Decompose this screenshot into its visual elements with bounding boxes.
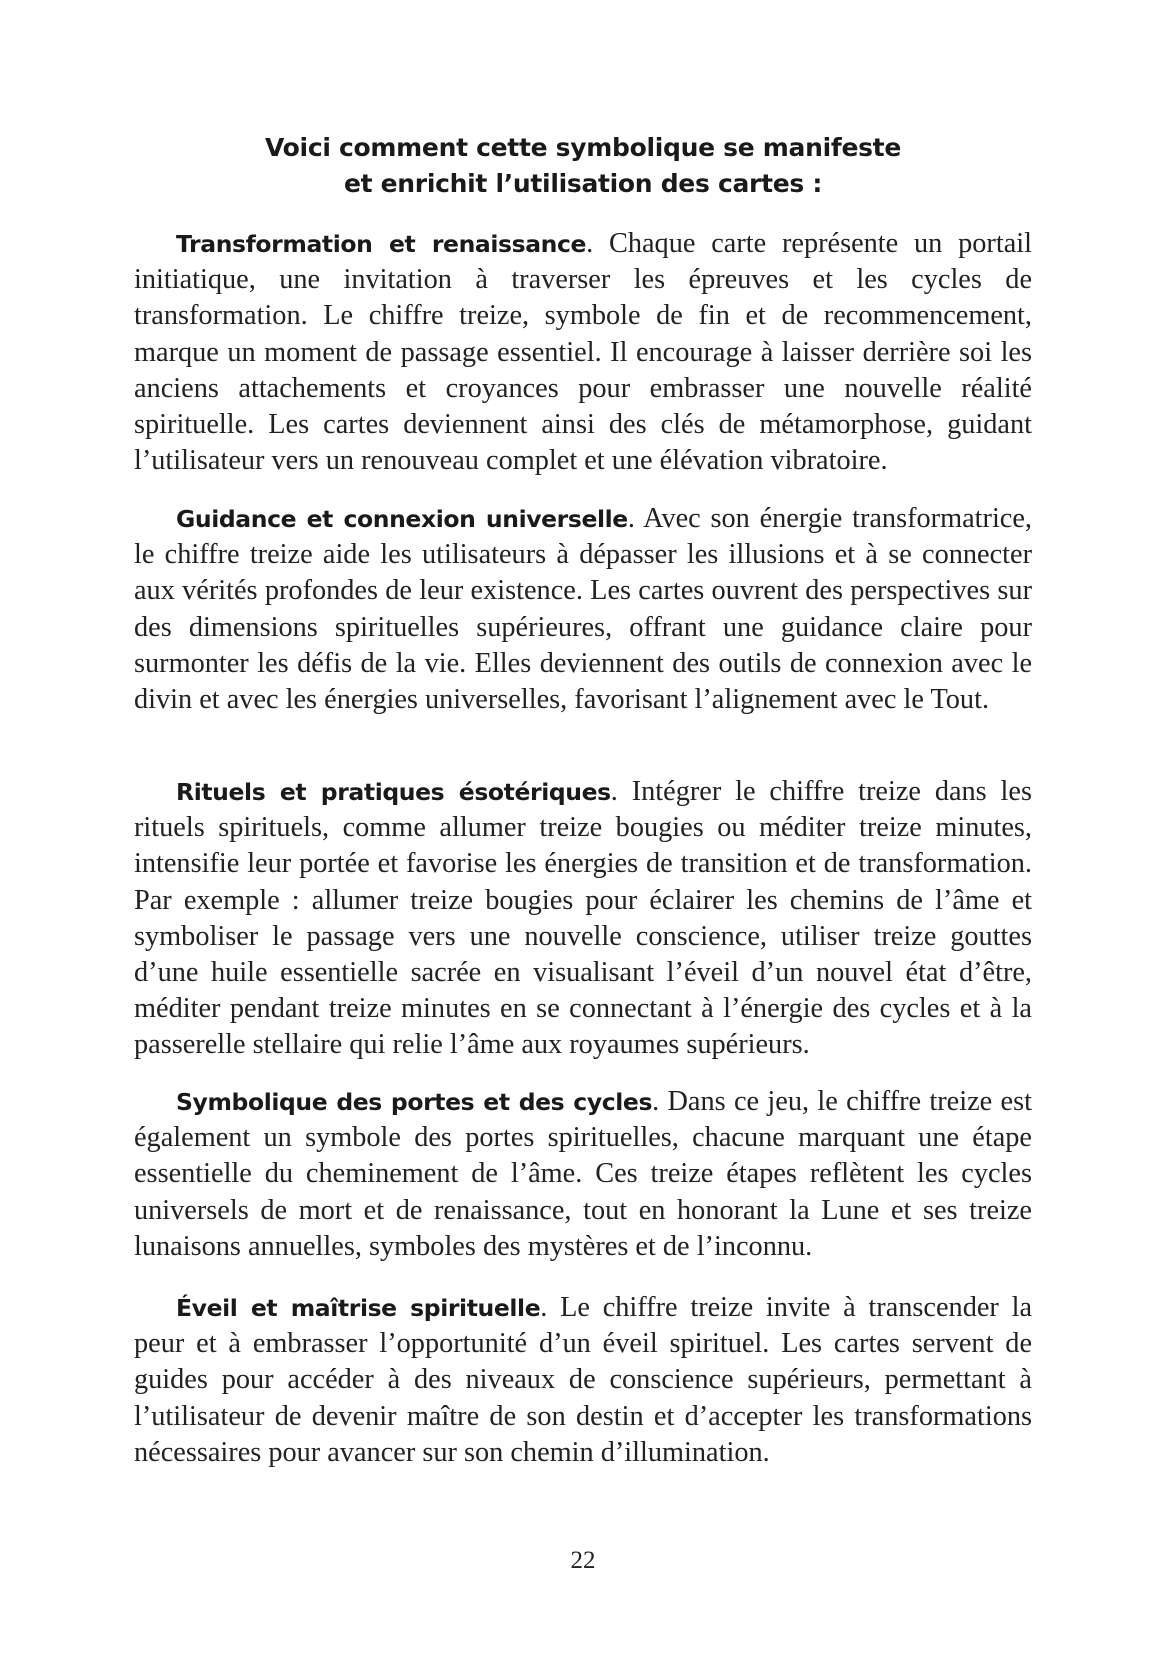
paragraph-5: Éveil et maîtrise spirituelle. Le chiffre treize invite à transcender la peur et à embrasser l’opportunité d’un éveil spirituel. Les cartes servent de guides pour accéder à des niveaux de conscience supérieurs, permettant à l’utilisateur de devenir maître de son destin et d’accepter les transformations nécessaires pour avancer sur son chemin d’illumination.	[134, 1292, 1033, 1468]
page-number: 22	[570, 1547, 596, 1574]
paragraph-text: Avec son énergie transformatrice, le chiffre treize aide les utilisateurs à dépasser les illusions et à se connecter aux vérités profondes de leur existence. Les cartes ouvrent des perspectives sur des dimensions spirituelles supérieures, offrant une guidance claire pour surmonter les défis de la vie. Elles deviennent des outils de connexion avec le divin et avec les énergies universelles, favorisant l’alignement avec le Tout.	[134, 503, 1032, 716]
paragraph-text: Intégrer le chiffre treize dans les rituels spirituels, comme allumer treize bougies ou méditer treize minutes, intensifie leur portée et favorise les énergies de transition et de transformation. Par exemple : allumer treize bougies pour éclairer les chemins de l’âme et symboliser le passage vers une nouvelle conscience, utiliser treize gouttes d’une huile essentielle sacrée en visualisant l’éveil d’un nouvel état d’être, méditer pendant treize minutes en se connectant à l’énergie des cycles et à la passerelle stellaire qui relie l’âme aux royaumes supérieurs.	[134, 776, 1032, 1061]
paragraph-3: Rituels et pratiques ésotériques. Intégrer le chiffre treize dans les rituels spirituels, comme allumer treize bougies ou méditer treize minutes, intensifie leur portée et favorise les énergies de transition et de transformation. Par exemple : allumer treize bougies pour éclairer les chemins de l’âme et symboliser le passage vers une nouvelle conscience, utiliser treize gouttes d’une huile essentielle sacrée en visualisant l’éveil d’un nouvel état d’être, méditer pendant treize minutes en se connectant à l’énergie des cycles et à la passerelle stellaire qui relie l’âme aux royaumes supérieurs.	[134, 776, 1032, 1061]
paragraph-title: Transformation et renaissance	[176, 230, 587, 258]
paragraph-1: Transformation et renaissance. Chaque carte représente un portail initiatique, une invitation à traverser les épreuves et les cycles de transformation. Le chiffre treize, symbole de fin et de recommencement, marque un moment de passage essentiel. Il encourage à laisser derrière soi les anciens attachements et croyances pour embrasser une nouvelle réalité spirituelle. Les cartes deviennent ainsi des clés de métamorphose, guidant l’utilisateur vers un renouveau complet et une élévation vibratoire.	[134, 228, 1032, 477]
paragraph-text: Dans ce jeu, le chiffre treize est également un symbole des portes spirituelles, chacune marquant une étape essentielle du cheminement de l’âme. Ces treize étapes reflètent les cycles universels de mort et de renaissance, tout en honorant la Lune et ses treize lunaisons annuelles, symboles des mystères et de l’inconnu.	[134, 1086, 1032, 1262]
paragraph-text: Chaque carte représente un portail initiatique, une invitation à traverser les épreuves et les cycles de transformation. Le chiffre treize, symbole de fin et de recommencement, marque un moment de passage essentiel. Il encourage à laisser derrière soi les anciens attachements et croyances pour embrasser une nouvelle réalité spirituelle. Les cartes deviennent ainsi des clés de métamorphose, guidant l’utilisateur vers un renouveau complet et une élévation vibratoire.	[134, 228, 1032, 477]
paragraph-title: Rituels et pratiques ésotériques	[176, 778, 611, 806]
section-heading	[0, 130, 1166, 202]
paragraph-title: Symbolique des portes et des cycles	[176, 1088, 653, 1116]
paragraph-title: Éveil et maîtrise spirituelle	[176, 1294, 541, 1322]
heading-line-1: Voici comment cette symbolique se manifeste	[265, 133, 901, 162]
heading-line-2: et enrichit l’utilisation des cartes :	[343, 169, 823, 198]
paragraph-2: Guidance et connexion universelle. Avec son énergie transformatrice, le chiffre treize aide les utilisateurs à dépasser les illusions et à se connecter aux vérités profondes de leur existence. Les cartes ouvrent des perspectives sur des dimensions spirituelles supérieures, offrant une guidance claire pour surmonter les défis de la vie. Elles deviennent des outils de connexion avec le divin et avec les énergies universelles, favorisant l’alignement avec le Tout.	[134, 503, 1032, 716]
paragraph-title: Guidance et connexion universelle	[176, 505, 628, 533]
paragraph-4: Symbolique des portes et des cycles. Dans ce jeu, le chiffre treize est également un symbole des portes spirituelles, chacune marquant une étape essentielle du cheminement de l’âme. Ces treize étapes reflètent les cycles universels de mort et de renaissance, tout en honorant la Lune et ses treize lunaisons annuelles, symboles des mystères et de l’inconnu.	[134, 1086, 1032, 1262]
paragraph-text: Le chiffre treize invite à transcender la peur et à embrasser l’opportunité d’un éveil spirituel. Les cartes servent de guides pour accéder à des niveaux de conscience supérieurs, permettant à l’utilisateur de devenir maître de son destin et d’accepter les transformations nécessaires pour avancer sur son chemin d’illumination.	[134, 1292, 1033, 1468]
